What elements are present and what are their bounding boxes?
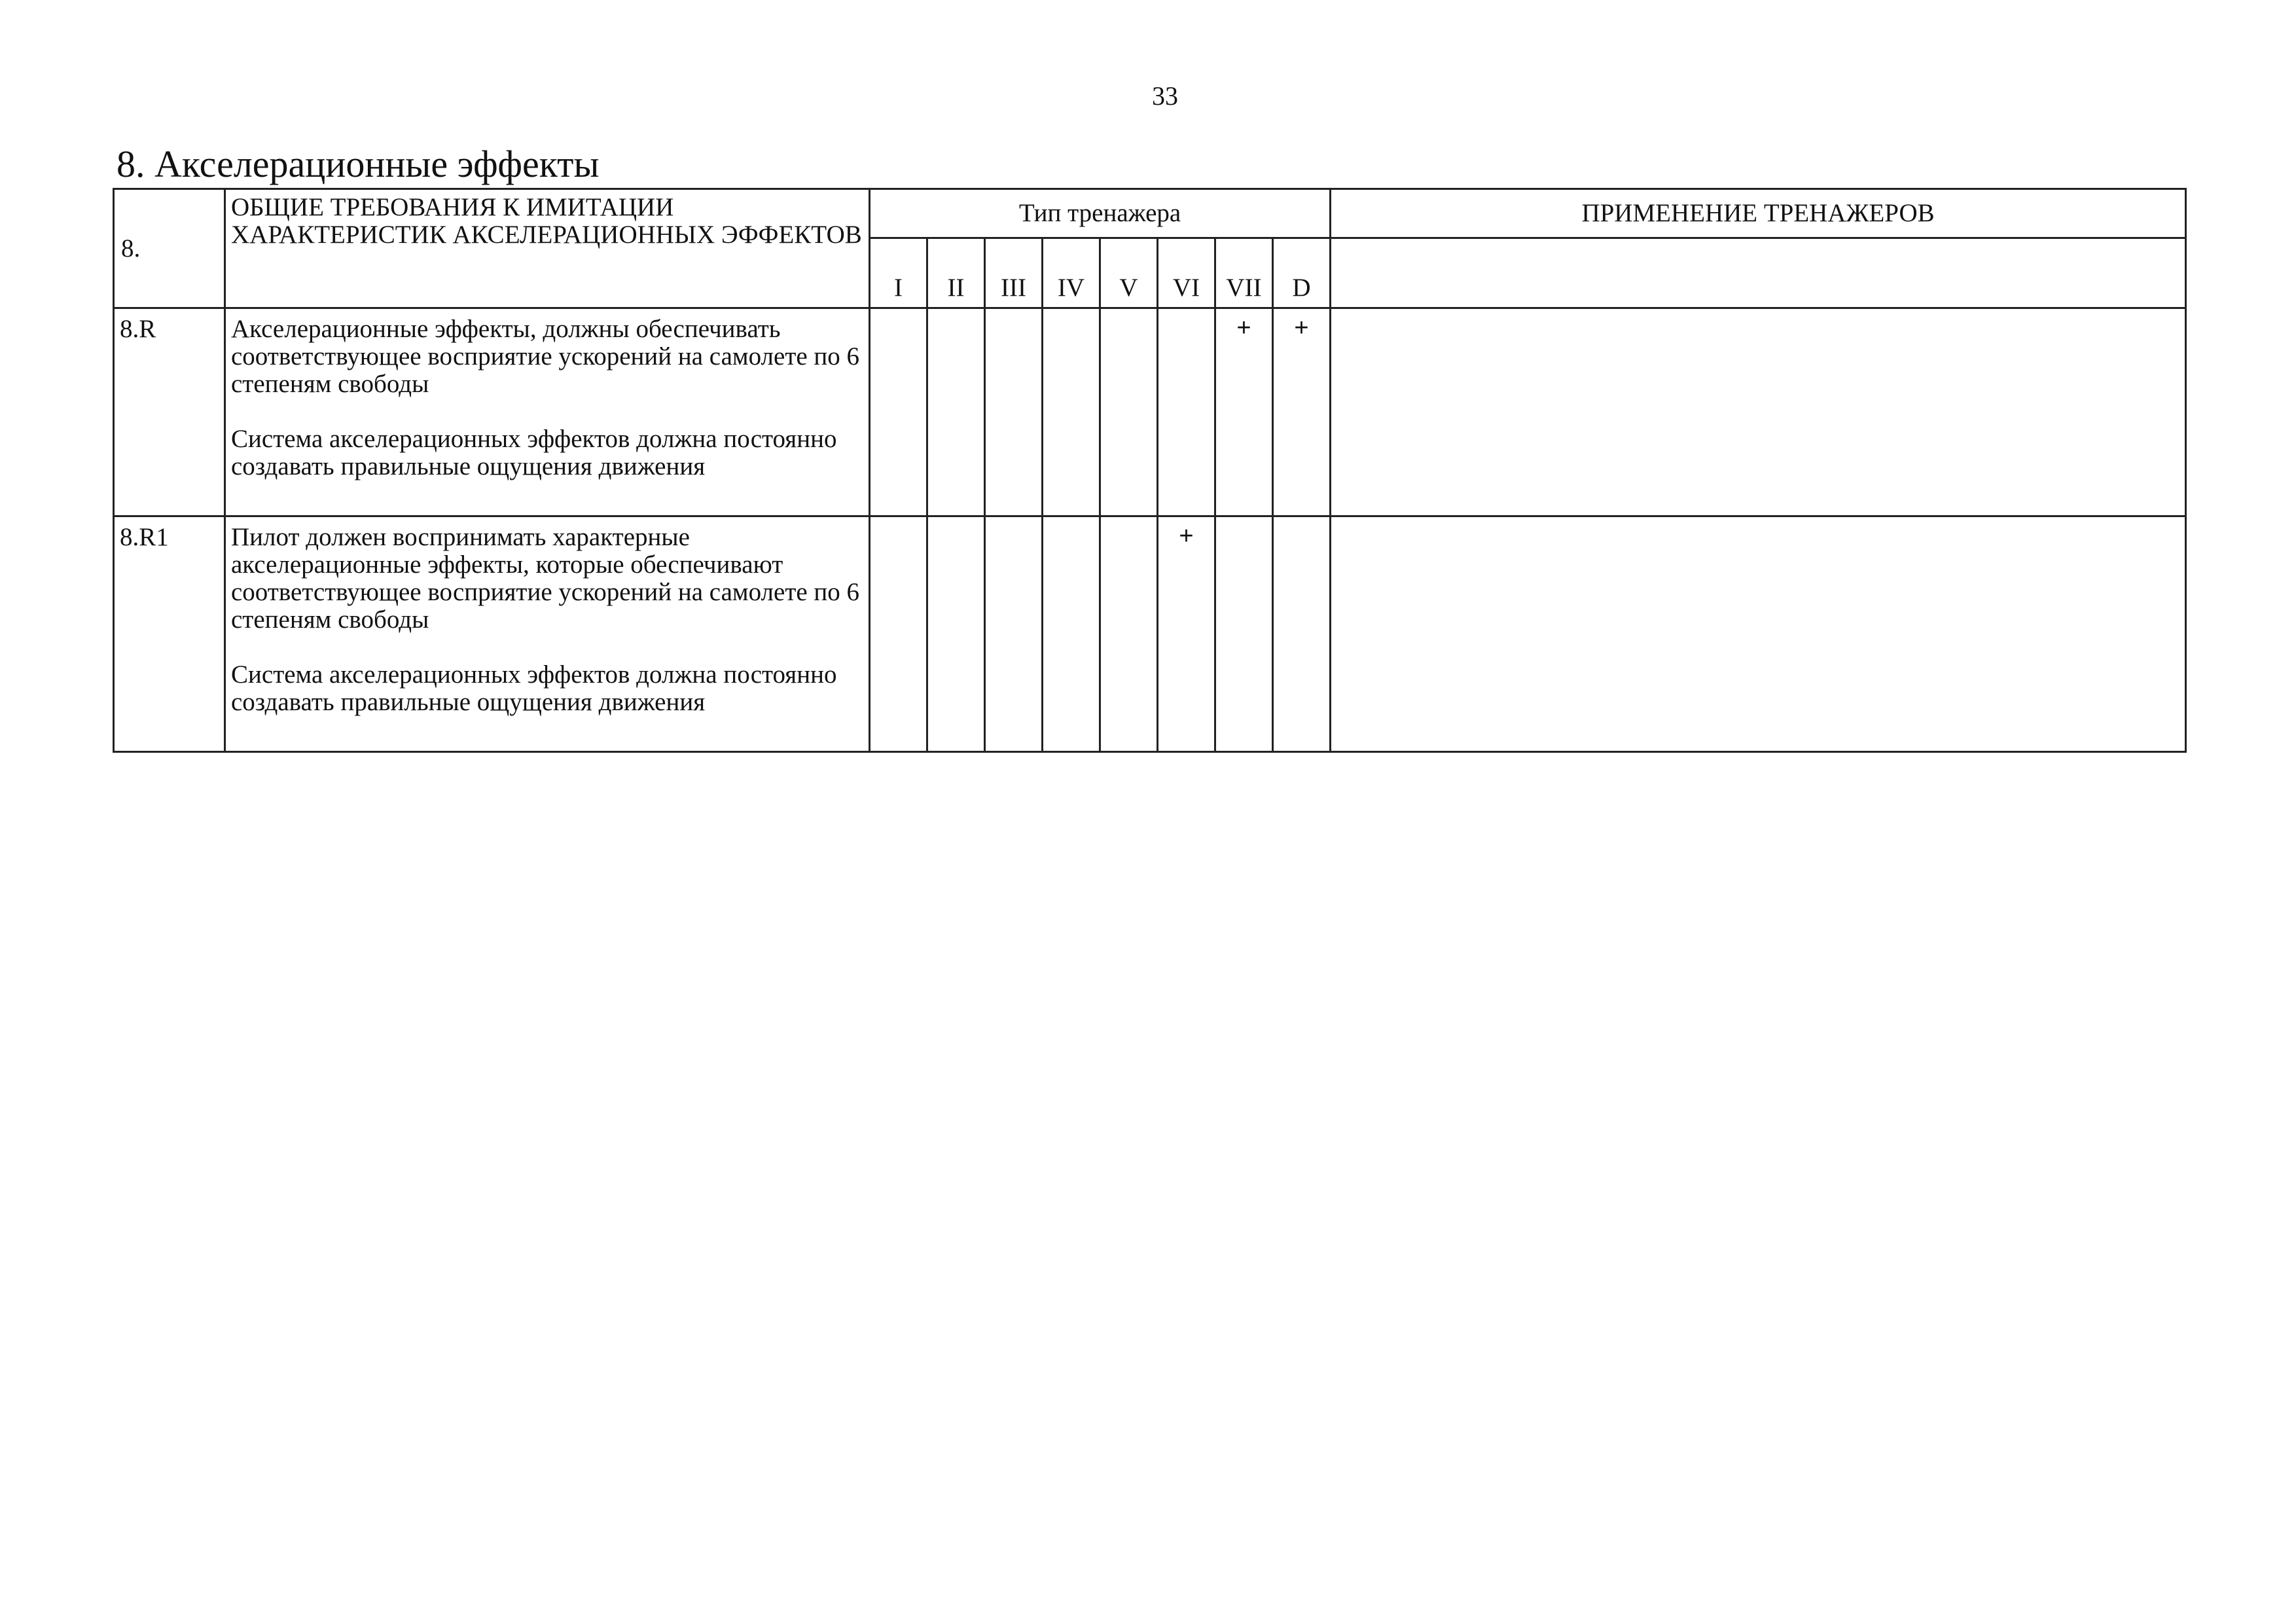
header-number: 8. — [114, 189, 225, 308]
type-mark-ii — [927, 308, 985, 516]
row-application — [1331, 308, 2186, 516]
header-simulator-type: Тип тренажера — [870, 189, 1331, 238]
table-row — [114, 516, 2186, 752]
type-mark-v — [1100, 308, 1158, 516]
type-mark-vi — [1158, 308, 1215, 516]
header-application: ПРИМЕНЕНИЕ ТРЕНАЖЕРОВ — [1331, 189, 2186, 238]
header-type-ii: II — [927, 238, 985, 308]
type-mark-iii — [985, 308, 1043, 516]
header-type-vii: VII — [1215, 238, 1273, 308]
type-mark-iii — [985, 516, 1043, 752]
type-mark-i — [870, 308, 927, 516]
table-header-row-1 — [114, 189, 2186, 238]
type-mark-vii — [1215, 516, 1273, 752]
header-requirements: ОБЩИЕ ТРЕБОВАНИЯ К ИМИТАЦИИ ХАРАКТЕРИСТИК АКСЕЛЕРАЦИОННЫХ ЭФФЕКТОВ — [225, 189, 870, 308]
row-requirement — [225, 516, 870, 752]
type-mark-d — [1273, 516, 1331, 752]
row-application — [1331, 516, 2186, 752]
header-type-v: V — [1100, 238, 1158, 308]
table-row — [114, 308, 2186, 516]
page-number: 33 — [1152, 81, 1178, 111]
type-mark-ii — [927, 516, 985, 752]
type-mark-d: + — [1273, 308, 1331, 516]
header-application-blank — [1331, 238, 2186, 308]
type-mark-iv — [1043, 516, 1100, 752]
requirement-paragraph: Пилот должен воспринимать характерные акселерационные эффекты, которые обеспечивают соответствующее восприятие ускорений на самолете по 6 степеням свободы — [231, 523, 860, 634]
type-mark-v — [1100, 516, 1158, 752]
header-type-vi: VI — [1158, 238, 1215, 308]
header-type-d: D — [1273, 238, 1331, 308]
requirement-paragraph: Система акселерационных эффектов должна постоянно создавать правильные ощущения движения — [231, 425, 837, 480]
requirements-table — [113, 188, 2187, 753]
type-mark-i — [870, 516, 927, 752]
header-type-i: I — [870, 238, 927, 308]
row-number: 8.R1 — [114, 516, 225, 752]
type-mark-vi: + — [1158, 516, 1215, 752]
row-number: 8.R — [114, 308, 225, 516]
header-type-iii: III — [985, 238, 1043, 308]
requirement-paragraph: Система акселерационных эффектов должна постоянно создавать правильные ощущения движения — [231, 660, 837, 716]
section-title: 8. Акселерационные эффекты — [117, 143, 600, 185]
header-type-iv: IV — [1043, 238, 1100, 308]
requirement-paragraph: Акселерационные эффекты, должны обеспечивать соответствующее восприятие ускорений на самолете по 6 степеням свободы — [231, 315, 860, 398]
type-mark-vii: + — [1215, 308, 1273, 516]
row-requirement — [225, 308, 870, 516]
type-mark-iv — [1043, 308, 1100, 516]
